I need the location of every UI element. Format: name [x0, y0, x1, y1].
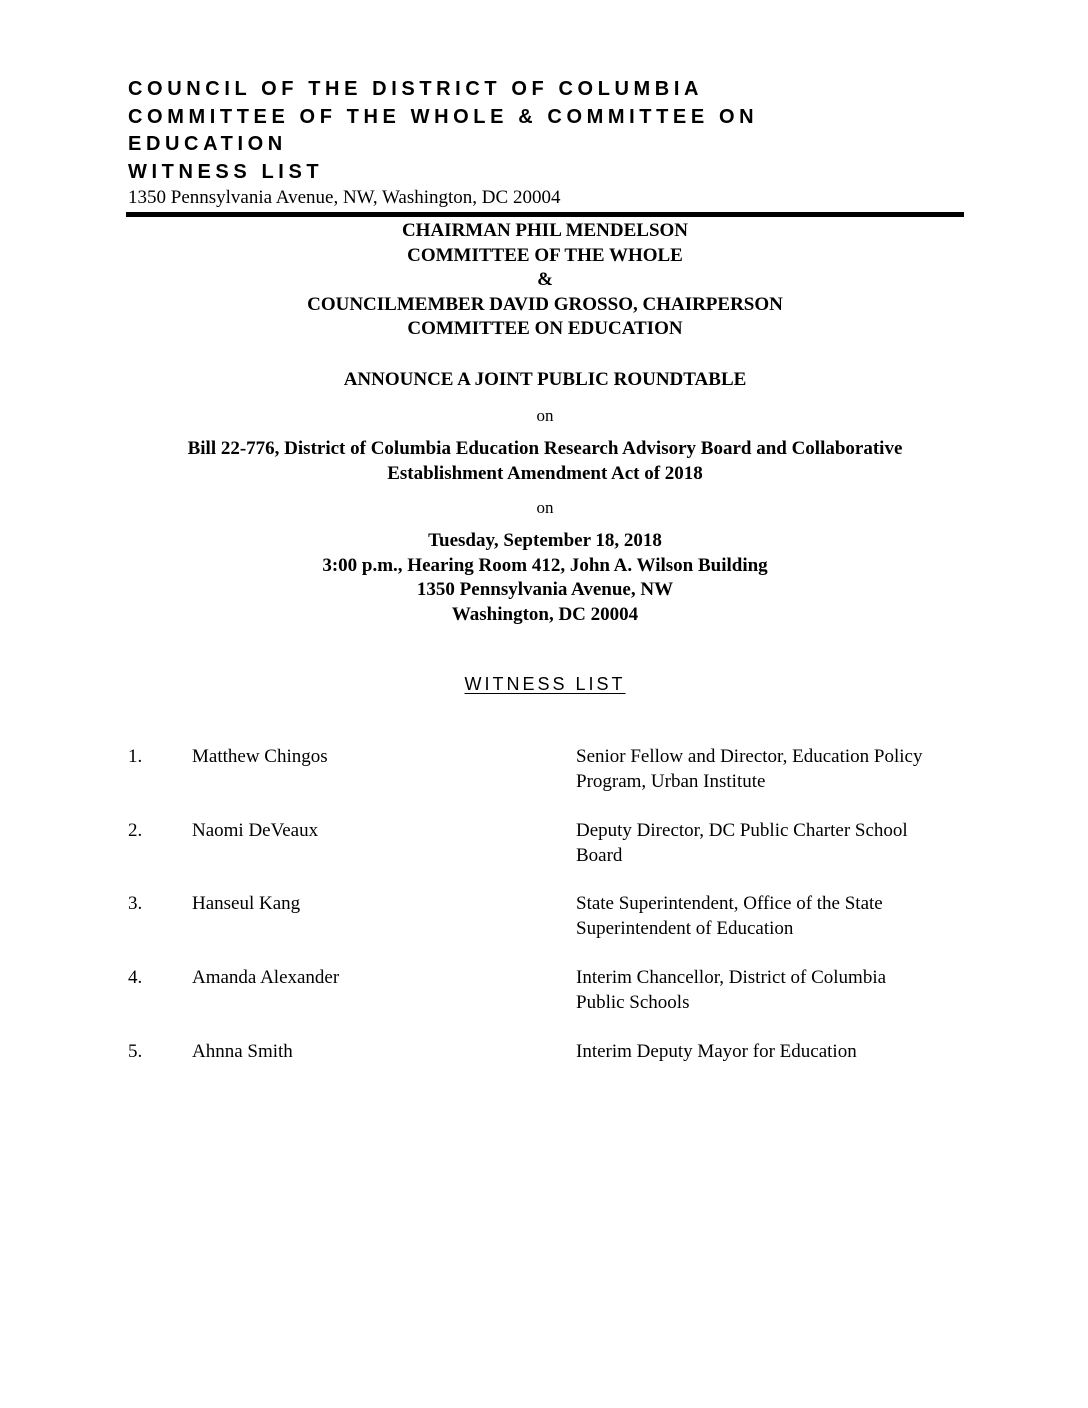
- witness-title-line-1: Interim Chancellor, District of Columbia: [576, 967, 887, 988]
- witness-title: [576, 819, 968, 868]
- bill-title-line-1: Bill 22-776, District of Columbia Education Research Advisory Board and Collaborative: [187, 438, 903, 459]
- witness-title-line-1: Senior Fellow and Director, Education Policy: [576, 746, 923, 767]
- witness-title: [576, 745, 968, 794]
- on-separator-2: [128, 497, 962, 519]
- witness-number: 2.: [128, 820, 143, 841]
- council-name: COUNCIL OF THE DISTRICT OF COLUMBIA: [128, 78, 704, 100]
- hearing-city: Washington, DC 20004: [451, 603, 639, 625]
- committee-name-cont: EDUCATION: [128, 133, 287, 155]
- witness-name: Naomi DeVeaux: [192, 820, 319, 841]
- header-divider: [126, 212, 964, 217]
- council-address: 1350 Pennsylvania Avenue, NW, Washington, DC 20004: [128, 187, 561, 208]
- witness-title: [576, 966, 968, 1015]
- witness-number: 5.: [128, 1041, 143, 1062]
- announcement-title: [128, 368, 962, 393]
- committee-block: [128, 219, 962, 342]
- councilmember-line: COUNCILMEMBER DAVID GROSSO, CHAIRPERSON: [307, 293, 783, 315]
- witness-title-line-1: Interim Deputy Mayor for Education: [576, 1041, 857, 1062]
- witness-name: Hanseul Kang: [192, 893, 301, 914]
- witness-list-heading: [128, 674, 962, 695]
- on-text-2: on: [536, 498, 554, 517]
- witness-name: Matthew Chingos: [192, 746, 328, 767]
- ampersand-line: &: [537, 269, 553, 290]
- witness-title-line-2: Superintendent of Education: [576, 917, 794, 939]
- witness-title-line-1: Deputy Director, DC Public Charter School: [576, 820, 908, 841]
- witness-title-line-1: State Superintendent, Office of the State: [576, 893, 883, 914]
- committee-on-education-line: COMMITTEE ON EDUCATION: [407, 318, 683, 339]
- hearing-street: 1350 Pennsylvania Avenue, NW: [416, 579, 674, 600]
- witness-title: [576, 892, 968, 941]
- on-separator-1: [128, 405, 962, 427]
- witness-number: 4.: [128, 967, 143, 988]
- witness-name: Amanda Alexander: [192, 967, 340, 988]
- witness-title-line-2: Board: [576, 844, 623, 866]
- on-text-1: on: [536, 406, 554, 425]
- witness-number: 1.: [128, 746, 143, 767]
- hearing-time-location: 3:00 p.m., Hearing Room 412, John A. Wilson Building: [322, 554, 768, 576]
- letterhead: [128, 76, 964, 210]
- committee-name: COMMITTEE OF THE WHOLE & COMMITTEE ON: [128, 105, 759, 128]
- chairman-line: CHAIRMAN PHIL MENDELSON: [401, 220, 689, 241]
- hearing-date: Tuesday, September 18, 2018: [428, 530, 662, 551]
- bill-title-block: [128, 437, 962, 486]
- announcement-title-text: ANNOUNCE A JOINT PUBLIC ROUNDTABLE: [343, 369, 747, 390]
- witness-title-line-2: Program, Urban Institute: [576, 770, 766, 792]
- bill-title-line-2: Establishment Amendment Act of 2018: [387, 462, 703, 484]
- witness-list-heading-text: WITNESS LIST: [464, 674, 626, 694]
- witness-title-line-2: Public Schools: [576, 991, 690, 1013]
- witness-number: 3.: [128, 893, 143, 914]
- date-location-block: [128, 529, 962, 627]
- witness-name: Ahnna Smith: [192, 1041, 293, 1062]
- witness-title: [576, 1040, 968, 1065]
- document-type: WITNESS LIST: [128, 160, 324, 183]
- committee-of-whole-line: COMMITTEE OF THE WHOLE: [407, 244, 683, 266]
